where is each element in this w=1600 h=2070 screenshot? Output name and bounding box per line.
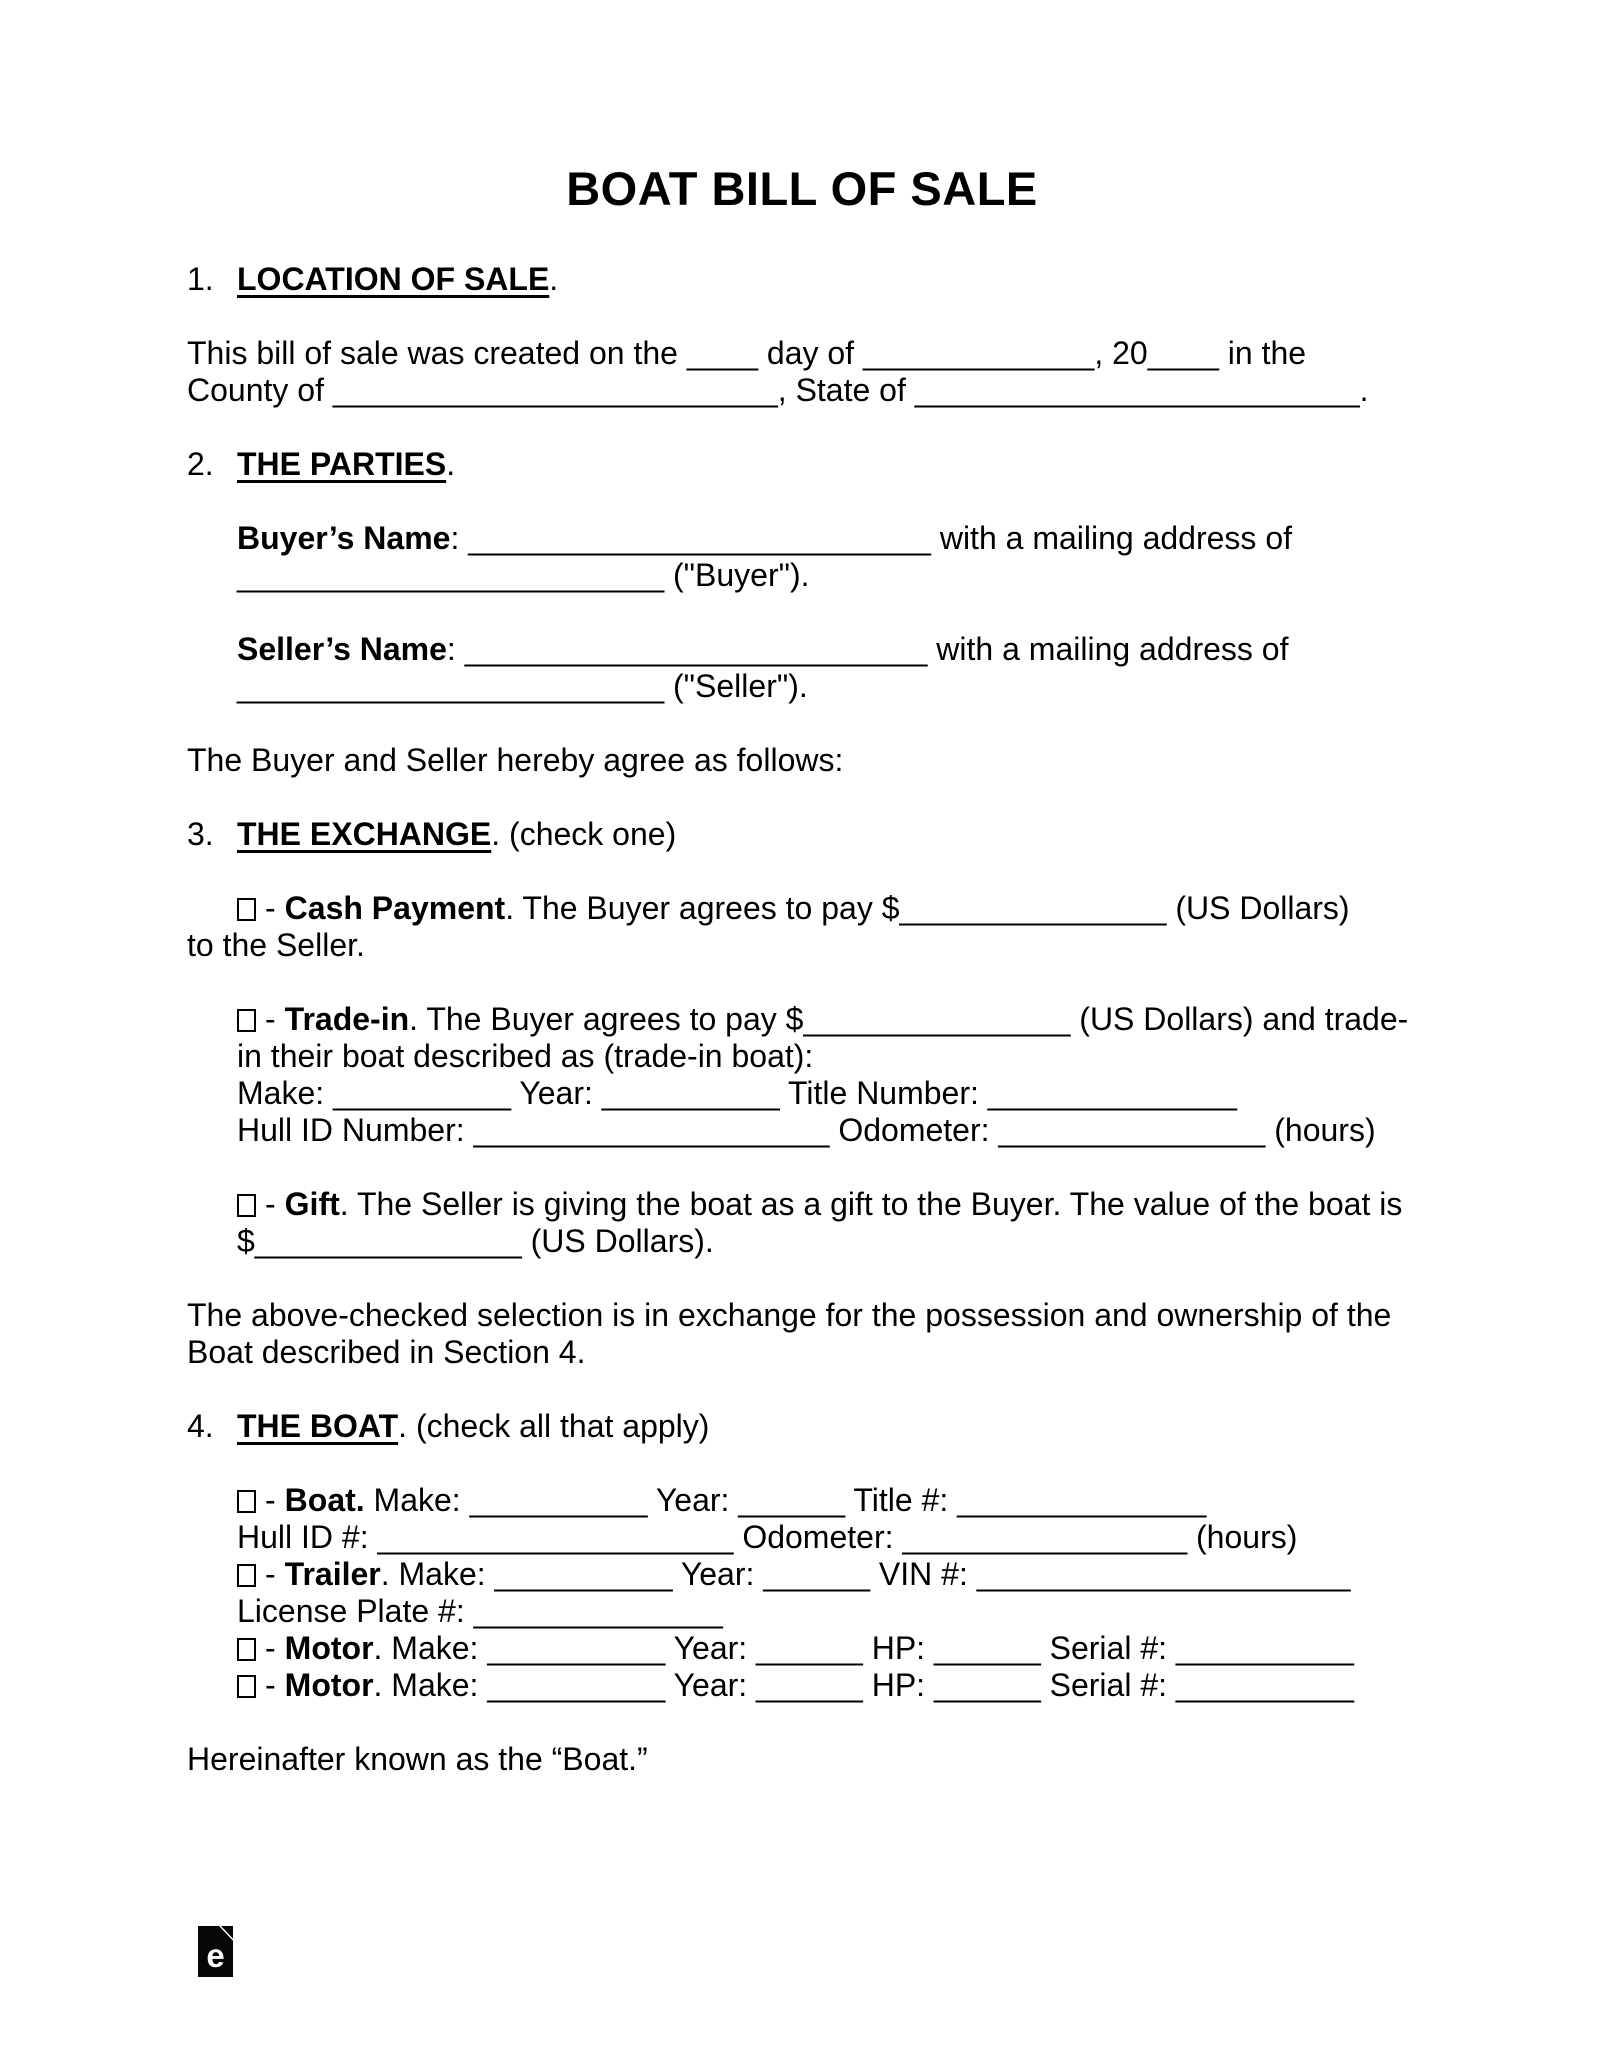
trade-in-line-1 [237,1001,1417,1038]
cash-payment-line-2: to the Seller. [187,927,365,963]
boat-item-line-2: Hull ID #: ____________________ Odometer: ________________ (hours) [237,1519,1298,1555]
trade-in-line-4: Hull ID Number: ____________________ Odometer: _______________ (hours) [237,1112,1376,1148]
trade-in-line-2: in their boat described as (trade-in boat): [237,1038,814,1074]
trade-in-item [237,1001,1417,1149]
gift-label: Gift [284,1186,340,1222]
section-1-title: LOCATION OF SALE [237,261,550,297]
motor-2-text: . Make: __________ Year: ______ HP: ______ Serial #: __________ [373,1667,1354,1703]
trailer-checkbox[interactable] [237,1564,256,1587]
gift-item [237,1186,1417,1260]
gift-text: . The Seller is giving the boat as a gift to the Buyer. The value of the boat is [339,1186,1403,1222]
boat-details-block [237,1482,1417,1704]
boat-label: Boat. [284,1482,365,1518]
trailer-dash: - [265,1556,276,1592]
section-2-heading [187,446,1417,483]
exchange-closing-paragraph [187,1297,1417,1371]
section-1-number: 1. [187,261,214,297]
gift-line-1 [237,1186,1417,1223]
location-line-2: County of _________________________, State of _________________________. [187,372,1369,408]
trade-in-checkbox[interactable] [237,1009,256,1032]
motor-2-dash: - [265,1667,276,1703]
section-4-title: THE BOAT [237,1408,399,1444]
document-title: BOAT BILL OF SALE [566,162,1038,215]
cash-payment-line-1 [237,890,1417,927]
section-2-suffix: . [446,446,456,482]
section-3-suffix: . (check one) [491,816,677,852]
trailer-item-line-1 [237,1556,1417,1593]
buyer-name-field: : __________________________ with a mailing address of [450,520,1292,556]
eforms-logo-letter: e [206,1937,225,1974]
trailer-text: . Make: __________ Year: ______ VIN #: _____________________ [380,1556,1351,1592]
section-3-heading [187,816,1417,853]
cash-payment-item [187,890,1417,964]
boat-checkbox[interactable] [237,1490,256,1513]
buyer-name-block [237,520,1417,594]
motor-1-dash: - [265,1630,276,1666]
section-4-heading [187,1408,1417,1445]
cash-payment-label: Cash Payment [284,890,506,926]
motor-1-line [237,1630,1417,1667]
section-3-title: THE EXCHANGE [237,816,492,852]
section-2-number: 2. [187,446,214,482]
agreement-line: The Buyer and Seller hereby agree as follows: [187,742,844,778]
motor-1-checkbox[interactable] [237,1638,256,1661]
cash-payment-text: . The Buyer agrees to pay $_______________ (US Dollars) [505,890,1350,926]
motor-1-label: Motor [284,1630,374,1666]
seller-name-block [237,631,1417,705]
motor-2-line [237,1667,1417,1704]
seller-name-label: Seller’s Name [237,631,447,667]
section-1-suffix: . [549,261,559,297]
exchange-closing-line-2: Boat described in Section 4. [187,1334,586,1370]
trailer-label: Trailer [284,1556,381,1592]
exchange-closing-line-1: The above-checked selection is in exchange for the possession and ownership of the [187,1297,1392,1333]
section-4-suffix: . (check all that apply) [398,1408,710,1444]
section-2-title: THE PARTIES [237,446,447,482]
motor-2-label: Motor [284,1667,374,1703]
section-4-number: 4. [187,1408,214,1444]
eforms-logo [198,1926,233,1977]
motor-1-text: . Make: __________ Year: ______ HP: ______ Serial #: __________ [373,1630,1354,1666]
trade-in-line-3: Make: __________ Year: __________ Title Number: ______________ [237,1075,1237,1111]
trade-in-text: . The Buyer agrees to pay $_______________ (US Dollars) and trade- [409,1001,1409,1037]
seller-name-field: : __________________________ with a mailing address of [446,631,1289,667]
section-1-heading [187,261,1417,298]
boat-dash: - [265,1482,276,1518]
gift-dash: - [265,1186,276,1222]
seller-line-2: ________________________ ("Seller"). [237,668,808,704]
gift-checkbox[interactable] [237,1194,256,1217]
location-of-sale-paragraph [187,335,1417,409]
trailer-item-line-2: License Plate #: ______________ [237,1593,723,1629]
boat-item-line-1 [237,1482,1417,1519]
buyer-line-2: ________________________ ("Buyer"). [237,557,810,593]
gift-line-2: $_______________ (US Dollars). [237,1223,714,1259]
section-3-number: 3. [187,816,214,852]
buyer-line-1 [237,520,1417,557]
boat-closing-line: Hereinafter known as the “Boat.” [187,1741,648,1777]
cash-payment-checkbox[interactable] [237,898,256,921]
cash-payment-dash: - [265,890,276,926]
trade-in-label: Trade-in [284,1001,410,1037]
trade-in-dash: - [265,1001,276,1037]
seller-line-1 [237,631,1417,668]
motor-2-checkbox[interactable] [237,1675,256,1698]
buyer-name-label: Buyer’s Name [237,520,451,556]
boat-text: Make: __________ Year: ______ Title #: ______________ [364,1482,1207,1518]
location-line-1: This bill of sale was created on the ____ day of _____________, 20____ in the [187,335,1307,371]
